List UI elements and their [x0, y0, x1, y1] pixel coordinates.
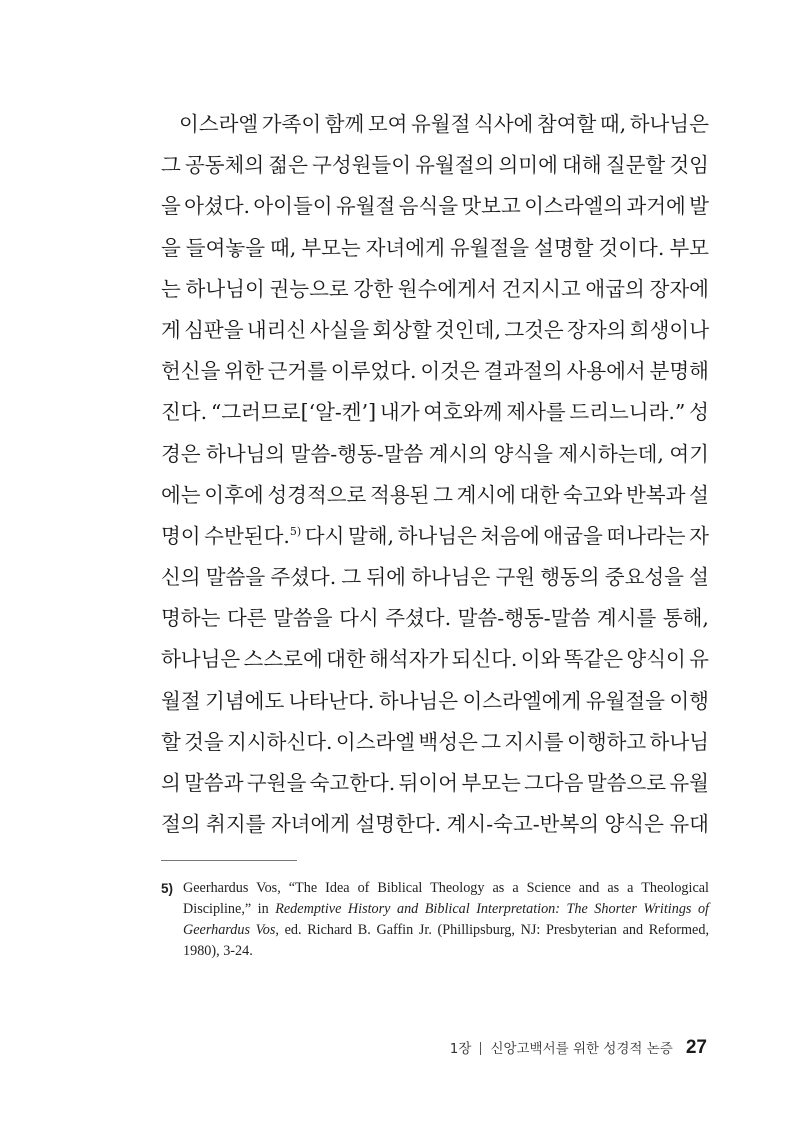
footnote-text	[183, 878, 709, 962]
word: 들여놓을	[185, 235, 265, 260]
word: 말씀을	[273, 606, 333, 631]
word: 내가	[379, 400, 420, 425]
word: 심판을	[184, 317, 244, 342]
text-line	[161, 516, 709, 557]
word: 다른	[226, 606, 267, 631]
footnote	[161, 878, 709, 962]
word: 말해,	[347, 523, 395, 548]
word: 계시에	[456, 482, 516, 507]
word: 것임	[669, 153, 709, 178]
word: 구성원들이	[312, 153, 412, 178]
word: 분명해	[649, 359, 709, 384]
word: 성경적으로	[267, 482, 367, 507]
word: 백성은	[418, 729, 478, 754]
word: 유월절의	[415, 153, 495, 178]
word: 것인데,	[435, 317, 501, 342]
word: 을	[161, 235, 181, 260]
word: 질문할	[605, 153, 666, 178]
section-title: 신앙고백서를 위한 성경적 논증	[490, 1041, 673, 1057]
word: 회상할	[372, 317, 432, 342]
word: 하나님의	[206, 441, 286, 466]
text-line	[161, 186, 709, 227]
word: 식사에	[473, 112, 534, 136]
word: 부모는	[461, 771, 521, 795]
text-line	[161, 104, 709, 145]
word: 발	[689, 194, 709, 219]
word: 말씀-행동-말씀	[290, 441, 424, 466]
word: 수반된다.$^{5)}$	[204, 523, 302, 548]
word: 원수에게서	[397, 276, 497, 301]
word: 내리신	[246, 317, 307, 342]
word: 스스로에	[243, 647, 323, 672]
word: 주셨다.	[270, 565, 337, 590]
word: 통해,	[662, 606, 709, 631]
word: 지시하신다.	[227, 729, 333, 754]
word: 함께	[324, 112, 365, 136]
footnote-book-title: Redemptive History and Biblical Interpretation: The Shorter Writings of Geerhardus Vos	[183, 901, 709, 938]
word: 되신다.	[451, 647, 518, 672]
word: 이스라엘	[335, 729, 416, 754]
word: 모여	[367, 112, 408, 136]
word: 것을	[184, 729, 224, 754]
word: 구원을	[246, 771, 307, 795]
word: 하나님은	[629, 112, 709, 136]
word: 뒤이어	[398, 771, 459, 795]
word: 다시	[304, 523, 345, 548]
word: 여기	[669, 441, 709, 466]
word: 부모는	[301, 235, 361, 260]
word: 사실을	[309, 317, 370, 342]
word: 대한	[519, 482, 560, 507]
word: 아셨다.	[184, 194, 251, 219]
word: 양식이	[626, 647, 686, 672]
word: 숙고와	[562, 482, 623, 507]
word: 계시-숙고-반복의	[446, 812, 600, 837]
footnote-number: 5)	[161, 881, 174, 896]
word: 유월절을	[449, 235, 530, 260]
word: 그	[433, 482, 453, 507]
word: 이스라엘에게	[462, 688, 582, 713]
word: 적용된	[370, 482, 430, 507]
text-line	[161, 228, 709, 269]
word: 이행하고	[567, 729, 647, 754]
footnote-text-before-title: Geerhardus Vos, “The Idea of Biblical Theology as a Science and as a Theological Discipline,” in	[183, 880, 709, 917]
word: 해석자가	[368, 647, 449, 672]
word: 계시의	[428, 441, 489, 466]
word: 다시	[339, 606, 379, 631]
text-line	[161, 145, 709, 186]
word: 유월절	[410, 112, 471, 136]
word: 제사를	[506, 400, 566, 425]
word: 주셨다.	[385, 606, 452, 631]
text-line	[161, 557, 709, 598]
text-line	[161, 763, 709, 804]
word: 그	[161, 153, 181, 178]
footnote-divider	[161, 860, 297, 861]
text-line	[161, 392, 709, 433]
word: 가족이	[261, 112, 322, 136]
word: 성	[689, 400, 709, 425]
word: 참여할	[536, 112, 597, 136]
word: 월절	[161, 688, 201, 713]
word: 맛보고	[461, 194, 521, 219]
word: 하나님	[649, 729, 709, 754]
word: 장자의	[567, 317, 627, 342]
text-line	[161, 434, 709, 475]
word: 건지시고	[501, 276, 581, 301]
footnote-text-after-title: , ed. Richard B. Gaffin Jr. (Phillipsburg, NJ: Presbyterian and Reformed, 1980), 3-24.	[183, 922, 709, 959]
word: 이후에	[204, 482, 264, 507]
word: 숙고한다.	[309, 771, 396, 795]
text-line	[161, 681, 709, 722]
word: 설명할	[534, 235, 594, 260]
word: 에는	[161, 482, 201, 507]
chapter-label: 1장	[449, 1041, 472, 1057]
word: 의미에	[498, 153, 558, 178]
word: 과거에	[626, 194, 686, 219]
text-line	[161, 475, 709, 516]
text-line	[161, 804, 709, 845]
word: 권능으로	[269, 276, 349, 301]
word: 하나님이	[185, 276, 265, 301]
word: 처음에	[480, 523, 540, 548]
word: 말씀과	[184, 771, 244, 795]
word: 그	[341, 565, 362, 590]
footer-divider	[480, 1042, 481, 1055]
text-line	[161, 310, 709, 351]
word: 의	[161, 771, 181, 795]
word: 결과절의	[483, 359, 563, 384]
text-line	[161, 598, 709, 639]
word: 중요성을	[604, 565, 684, 590]
word: 반복과	[625, 482, 686, 507]
word: 진다.	[161, 400, 208, 425]
word: 행동의	[540, 565, 600, 590]
word: 기념에도	[205, 688, 285, 713]
word: 자녀에게	[270, 812, 351, 837]
word: 대해	[562, 153, 602, 178]
word: 구원	[495, 565, 536, 590]
word: 강한	[353, 276, 394, 301]
word: 근거를	[267, 359, 328, 384]
text-line	[161, 639, 709, 680]
word: 설	[689, 482, 709, 507]
word: 똑같은	[563, 647, 624, 672]
word: 하나님은	[378, 688, 459, 713]
word: 게	[161, 317, 181, 342]
word: 할	[161, 729, 181, 754]
word: 유월절	[335, 194, 396, 219]
word: 나타난다.	[288, 688, 375, 713]
page-number: 27	[685, 1037, 707, 1058]
word: 애굽을	[543, 523, 603, 548]
word: 절의	[161, 812, 201, 837]
word: 지시를	[504, 729, 564, 754]
word: 유대	[669, 812, 709, 837]
word: 것이다.	[598, 235, 665, 260]
word: 취지를	[206, 812, 266, 837]
word: 그	[481, 729, 501, 754]
word: 계시를	[596, 606, 657, 631]
word: 설	[689, 565, 709, 590]
footnote-reference: 5)	[289, 524, 302, 538]
word: 양식을	[493, 441, 553, 466]
word: 말씀으로	[586, 771, 667, 795]
word: 유월	[669, 771, 709, 795]
word: 이스라엘	[179, 112, 259, 136]
word: 제시하는데,	[558, 441, 664, 466]
word: 뒤에	[366, 565, 406, 590]
word: 말씀-행동-말씀	[457, 606, 591, 631]
text-line	[161, 722, 709, 763]
word: 유월절을	[585, 688, 665, 713]
word: 위한	[224, 359, 264, 384]
word: 젊은	[268, 153, 308, 178]
word: 신의	[161, 565, 201, 590]
word: 명이	[161, 523, 201, 548]
word: 그다음	[524, 771, 584, 795]
word: 자	[689, 523, 709, 548]
word: 하나님은	[397, 523, 477, 548]
word: 사용에서	[566, 359, 646, 384]
word: 장자에	[649, 276, 709, 301]
word: 양식은	[604, 812, 664, 837]
word: 이것은	[420, 359, 480, 384]
word: 때,	[269, 235, 297, 260]
word: 하나님은	[411, 565, 491, 590]
word: 드리느니라.”	[569, 400, 686, 425]
word: 이스라엘의	[524, 194, 624, 219]
word: 떠나라는	[606, 523, 686, 548]
word: 을	[161, 194, 181, 219]
word: 경은	[161, 441, 201, 466]
word: 유	[689, 647, 709, 672]
word: 이행	[669, 688, 709, 713]
running-footer	[450, 1037, 707, 1059]
word: 여호와께	[423, 400, 503, 425]
word: 는	[161, 276, 181, 301]
word: 이와	[520, 647, 561, 672]
word: 음식을	[398, 194, 459, 219]
body-paragraph	[161, 104, 709, 845]
word: 자녀에게	[365, 235, 445, 260]
word: 아이들이	[253, 194, 333, 219]
word: 공동체의	[184, 153, 265, 178]
word: 헌신을	[161, 359, 221, 384]
word: 명하는	[161, 606, 221, 631]
word: “그러므로[‘알-켄’]	[210, 400, 377, 425]
word: 하나님은	[161, 647, 241, 672]
text-line	[161, 269, 709, 310]
word: 부모	[669, 235, 709, 260]
word: 그것은	[504, 317, 564, 342]
word: 때,	[599, 112, 627, 136]
word: 말씀을	[205, 565, 266, 590]
word: 설명한다.	[355, 812, 442, 837]
word: 희생이나	[629, 317, 709, 342]
word: 대한	[326, 647, 366, 672]
word: 애굽의	[585, 276, 645, 301]
text-line	[161, 351, 709, 392]
word: 이루었다.	[330, 359, 417, 384]
